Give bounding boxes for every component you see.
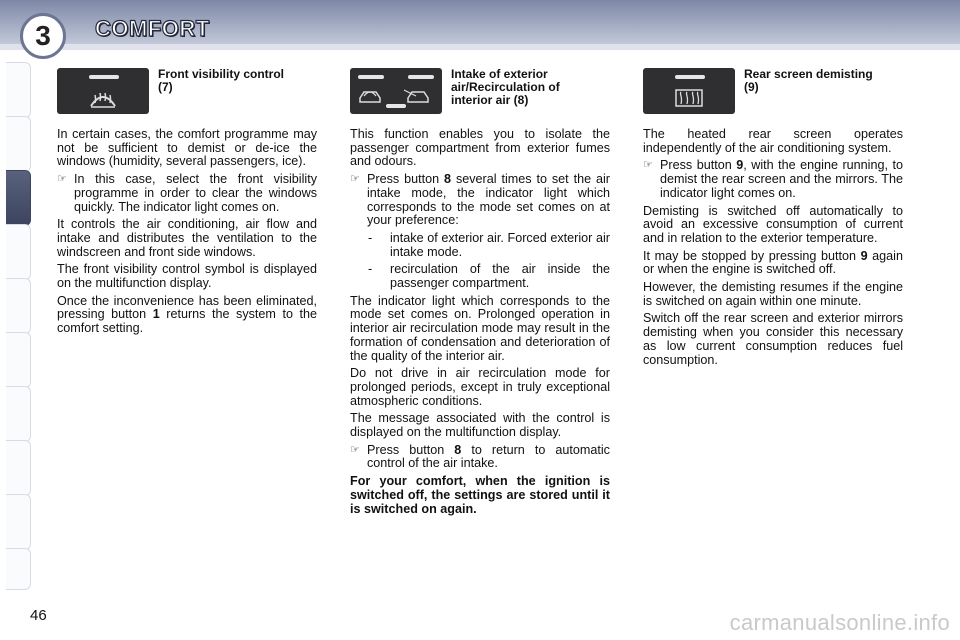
chapter-tab-10[interactable] bbox=[6, 548, 31, 590]
front-bullet-text: In this case, select the front visibility programme in order to clear the windows quickly. The indicator light comes on. bbox=[74, 172, 317, 214]
header-stripe bbox=[0, 44, 960, 50]
pointing-hand-icon: ☞ bbox=[350, 443, 360, 456]
chapter-tab-1[interactable] bbox=[6, 62, 31, 118]
intake-sub-1: The indicator light which corresponds to the mode set comes on. Prolonged operation in interior air recirculation mode may result in the formation of condensation and deterioration of the quality of the interior air. bbox=[350, 293, 610, 363]
intake-note: For your comfort, when the ignition is switched off, the settings are stored until it is switched on again. bbox=[350, 474, 610, 516]
intake-intro: This function enables you to isolate the passenger compartment from exterior fumes and odours. bbox=[350, 127, 610, 169]
intake-recirculation-text bbox=[350, 128, 610, 520]
pointing-hand-icon: ☞ bbox=[350, 173, 360, 186]
chapter-tab-5[interactable] bbox=[6, 278, 31, 334]
intake-recirculation-title: Intake of exterior air/Recirculation of interior air (8) bbox=[451, 67, 560, 107]
page-number: 46 bbox=[30, 607, 47, 624]
chapter-title: COMFORT bbox=[95, 16, 210, 41]
rear-para-3: It may be stopped by pressing button 9 again or when the engine is switched off. bbox=[643, 248, 903, 277]
front-demist-icon bbox=[57, 68, 149, 114]
front-para-2: It controls the air conditioning, air flow and intake and distributes the ventilation to the windscreen and front side windows. bbox=[57, 217, 317, 259]
intake-dash-2: - recirculation of the air inside the passenger compartment. bbox=[368, 262, 610, 291]
front-visibility-text bbox=[57, 128, 317, 340]
intake-sub-3: The message associated with the control is displayed on the multifunction display. bbox=[350, 411, 610, 440]
front-para-4: Once the inconvenience has been eliminated, pressing button 1 returns the system to the comfort setting. bbox=[57, 293, 318, 336]
chapter-tab-4[interactable] bbox=[6, 224, 31, 280]
chapter-tab-7[interactable] bbox=[6, 386, 31, 442]
rear-demisting-title: Rear screen demisting (9) bbox=[744, 67, 873, 94]
front-bullet bbox=[57, 173, 317, 214]
pointing-hand-icon: ☞ bbox=[643, 159, 653, 172]
front-intro: In certain cases, the comfort programme may not be sufficient to demist or de-ice the windows (humidity, several passengers, ice). bbox=[57, 127, 317, 169]
chapter-tab-2[interactable] bbox=[6, 116, 31, 172]
rear-demisting-text bbox=[643, 128, 903, 371]
rear-intro: The heated rear screen operates independently of the air conditioning system. bbox=[643, 127, 903, 155]
rear-para-4: However, the demisting resumes if the engine is switched on again within one minute. bbox=[643, 280, 903, 308]
intake-bullet-2: ☞ Press button 8 to return to automatic control of the air intake. bbox=[350, 442, 610, 471]
intake-bullet-1: ☞ Press button 8 several times to set the air intake mode, the indicator light which corresponds to the mode set comes on at your preference: bbox=[350, 172, 610, 228]
chapter-tab-9[interactable] bbox=[6, 494, 31, 550]
chapter-number-badge: 3 bbox=[20, 13, 66, 59]
rear-para-2: Demisting is switched off automatically to avoid an excessive consumption of current and in relation to the exterior temperature. bbox=[643, 203, 903, 245]
chapter-tab-6[interactable] bbox=[6, 332, 31, 388]
rear-para-5: Switch off the rear screen and exterior mirrors demisting when you consider this necessary as low current consumption reduces fuel consumption. bbox=[643, 311, 903, 367]
rear-bullet: ☞ Press button 9, with the engine running, to demist the rear screen and the mirrors. The indicator light comes on. bbox=[643, 158, 903, 200]
intake-sub-2: Do not drive in air recirculation mode for prolonged periods, except in truly exceptional atmospheric conditions. bbox=[350, 366, 610, 408]
intake-dash-1: - intake of exterior air. Forced exterior air intake mode. bbox=[368, 230, 610, 259]
front-para-3: The front visibility control symbol is displayed on the multifunction display. bbox=[57, 262, 317, 291]
rear-demist-icon bbox=[643, 68, 735, 114]
air-recirculation-icon bbox=[350, 68, 442, 114]
chapter-tab-8[interactable] bbox=[6, 440, 31, 496]
watermark: carmanualsonline.info bbox=[729, 610, 950, 635]
chapter-tabs bbox=[0, 62, 32, 592]
chapter-tab-3-active[interactable] bbox=[6, 170, 31, 226]
pointing-hand-icon: ☞ bbox=[57, 173, 67, 186]
front-visibility-title: Front visibility control (7) bbox=[158, 67, 285, 94]
